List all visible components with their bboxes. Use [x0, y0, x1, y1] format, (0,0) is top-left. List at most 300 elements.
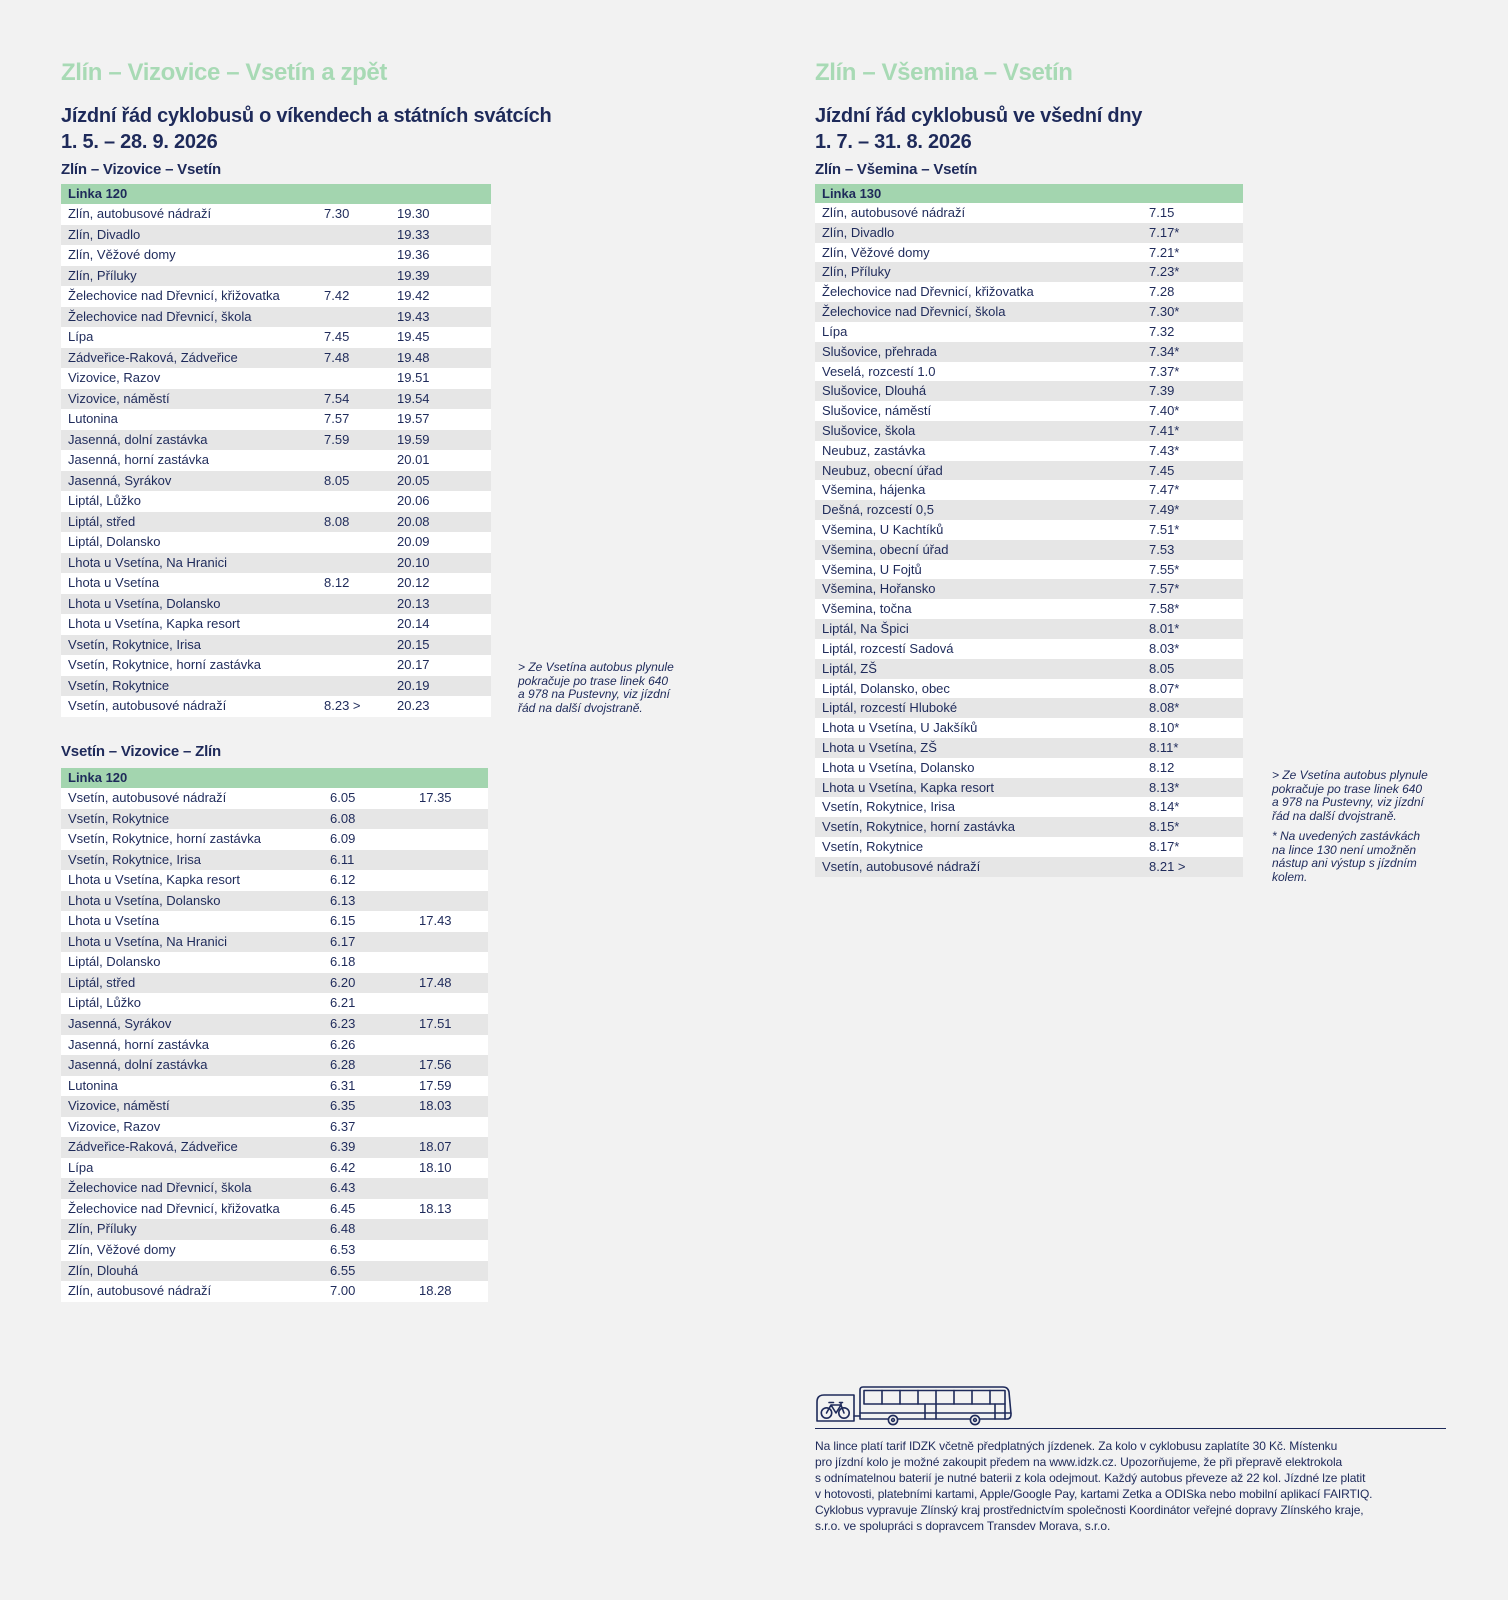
departure-time: 17.48: [419, 974, 452, 990]
table-row: [61, 809, 488, 830]
timetable-table: [61, 184, 491, 717]
table-row: [61, 696, 491, 717]
departure-time: 8.07*: [1149, 680, 1180, 696]
departure-time: 20.23: [397, 698, 430, 713]
stop-name: Zlín, autobusové nádraží: [68, 1283, 212, 1299]
text-line: řád na další dvojstraně.: [1272, 808, 1397, 823]
table-row: [815, 520, 1243, 540]
text-line: a 978 na Pustevny, viz jízdní: [518, 687, 670, 702]
stop-name: Zádveřice-Raková, Zádveřice: [68, 349, 238, 365]
departure-time: 6.13: [330, 892, 356, 908]
departure-time: 7.15: [1149, 205, 1175, 220]
table-row: [61, 245, 491, 266]
stop-name: Vizovice, náměstí: [68, 1098, 170, 1114]
departure-time: 20.09: [397, 534, 430, 549]
departure-time: 7.28: [1149, 284, 1175, 300]
departure-time: 8.10*: [1149, 720, 1180, 736]
table-row: [61, 512, 491, 533]
departure-time: 20.06: [397, 493, 430, 508]
departure-time: 6.26: [330, 1036, 356, 1052]
departure-time: 18.03: [419, 1098, 452, 1114]
stop-name: Liptál, Lůžko: [68, 995, 141, 1011]
departure-time: 7.45: [1149, 462, 1175, 478]
departure-time: 6.53: [330, 1242, 356, 1258]
table-row: [61, 993, 488, 1014]
stop-name: Zlín, Věžové domy: [822, 244, 930, 260]
departure-time: 7.55*: [1149, 561, 1180, 577]
stop-name: Všemina, hájenka: [822, 482, 926, 498]
departure-time: 19.30: [397, 206, 430, 221]
departure-time: 8.12: [324, 575, 350, 590]
text-line: > Ze Vsetína autobus plynule: [1272, 768, 1428, 782]
table-row: [815, 659, 1243, 679]
table-row: [815, 698, 1243, 718]
stop-name: Vsetín, Rokytnice, horní zastávka: [68, 831, 261, 847]
departure-time: 18.07: [419, 1139, 452, 1155]
departure-time: 6.09: [330, 831, 356, 847]
text-line: na lince 130 není umožněn: [1272, 842, 1417, 857]
wheel-icon: [888, 1415, 979, 1424]
departure-time: 8.17*: [1149, 839, 1180, 854]
departure-time: 20.13: [397, 595, 430, 611]
departure-time: 6.39: [330, 1139, 356, 1155]
stop-name: Liptál, Na Špici: [822, 621, 909, 637]
stop-name: Lhota u Vsetína, ZŠ: [822, 739, 937, 755]
departure-time: 6.37: [330, 1118, 356, 1134]
departure-time: 17.43: [419, 913, 452, 929]
table-row: [61, 389, 491, 410]
stop-name: Lípa: [68, 329, 94, 344]
table-row: [61, 327, 491, 348]
table-row: [61, 1096, 488, 1117]
table-row: [815, 758, 1243, 778]
table-row: [61, 1219, 488, 1240]
departure-time: 19.43: [397, 308, 430, 324]
departure-time: 7.00: [330, 1283, 356, 1299]
table-row: [815, 480, 1243, 500]
departure-time: 7.45: [324, 329, 350, 344]
stop-name: Želechovice nad Dřevnicí, škola: [68, 308, 252, 324]
stop-name: Veselá, rozcestí 1.0: [822, 363, 936, 379]
table-row: [61, 1158, 488, 1179]
stop-name: Vsetín, Rokytnice, Irisa: [68, 851, 201, 867]
departure-time: 19.48: [397, 349, 430, 365]
timetable-table: [61, 768, 488, 1302]
departure-time: 20.17: [397, 657, 430, 672]
footer-divider: [815, 1428, 1446, 1429]
table-row: [61, 829, 488, 850]
stop-name: Lhota u Vsetína, Na Hranici: [68, 554, 227, 570]
table-row: [61, 286, 491, 307]
table-row: [61, 676, 491, 697]
departure-time: 18.10: [419, 1159, 452, 1175]
table-row: [61, 932, 488, 953]
stop-name: Lhota u Vsetína: [68, 913, 160, 929]
stop-name: Jasenná, Syrákov: [68, 1016, 172, 1032]
table-row: [61, 307, 491, 328]
table-row: [61, 788, 488, 809]
table-row: [61, 471, 491, 492]
departure-time: 6.23: [330, 1016, 356, 1032]
departure-time: 19.59: [397, 431, 430, 447]
departure-time: 18.13: [419, 1200, 452, 1216]
stop-name: Lhota u Vsetína, Kapka resort: [822, 779, 994, 795]
table-row: [815, 679, 1243, 699]
text-line: pokračuje po trase linek 640: [1272, 781, 1423, 796]
departure-time: 6.21: [330, 995, 356, 1011]
table-row: [61, 266, 491, 287]
departure-time: 18.28: [419, 1283, 452, 1299]
table-row: [61, 450, 491, 471]
bus-icon: [860, 1387, 1011, 1419]
stop-name: Vsetín, Rokytnice, Irisa: [822, 799, 955, 815]
departure-time: 8.11*: [1149, 739, 1179, 755]
stop-name: Lhota u Vsetína, U Jakšíků: [822, 720, 978, 736]
table-row: [61, 225, 491, 246]
text-line: s odnímatelnou baterií je nutné baterii z kola odejmout. Každý autobus převeze až 22 kol. Jízdné lze platit: [815, 1471, 1366, 1486]
departure-time: 8.05: [324, 472, 350, 488]
departure-time: 7.54: [324, 390, 350, 406]
table-row: [61, 594, 491, 615]
continuation-note: [1272, 769, 1428, 823]
table-row: [61, 1117, 488, 1138]
table-row: [815, 837, 1243, 857]
departure-time: 6.35: [330, 1098, 356, 1114]
table-row: [61, 1137, 488, 1158]
stop-name: Všemina, Hořansko: [822, 581, 936, 597]
text-line: Na lince platí tarif IDZK včetně předplatných jízdenek. Za kolo v cyklobusu zaplatíte 30 Kč. Místenku: [815, 1439, 1338, 1453]
departure-time: 7.43*: [1149, 442, 1180, 458]
departure-time: 19.54: [397, 390, 430, 406]
table-row: [61, 850, 488, 871]
stop-name: Lípa: [822, 323, 848, 339]
departure-time: 6.55: [330, 1262, 356, 1278]
table-row: [815, 203, 1243, 223]
departure-time: 7.48: [324, 349, 350, 365]
table-row: [61, 1178, 488, 1199]
route-heading: Vsetín – Vizovice – Zlín: [61, 743, 221, 760]
table-row: [815, 421, 1243, 441]
stop-name: Zlín, Příluky: [68, 267, 137, 283]
stop-name: Zlín, Dlouhá: [68, 1262, 139, 1278]
departure-time: 7.49*: [1149, 502, 1180, 518]
table-row: [815, 817, 1243, 837]
stop-name: Zlín, autobusové nádraží: [822, 205, 966, 220]
stop-name: Liptál, Dolansko: [68, 954, 161, 970]
departure-time: 8.01*: [1149, 621, 1180, 637]
table-row: [61, 1076, 488, 1097]
table-row: [61, 952, 488, 973]
departure-time: 7.23*: [1149, 264, 1180, 280]
departure-time: 20.10: [397, 554, 430, 570]
text-line: Cyklobus vypravuje Zlínský kraj prostřednictvím společnosti Koordinátor veřejné dopravy Zlínského kraje,: [815, 1503, 1364, 1518]
departure-time: 7.58*: [1149, 601, 1180, 617]
timetable-table: [815, 184, 1243, 877]
stop-name: Vsetín, Rokytnice: [68, 677, 170, 693]
stop-name: Želechovice nad Dřevnicí, křižovatka: [68, 288, 280, 303]
table-row: [61, 204, 491, 225]
stop-name: Liptál, rozcestí Sadová: [822, 640, 954, 656]
departure-time: 6.48: [330, 1221, 356, 1237]
stop-name: Slušovice, škola: [822, 422, 916, 438]
stop-name: Vsetín, Rokytnice, horní zastávka: [68, 657, 261, 672]
departure-time: 6.08: [330, 810, 356, 826]
table-row: [815, 362, 1243, 382]
departure-time: 8.13*: [1149, 779, 1180, 795]
departure-time: 6.11: [330, 851, 355, 867]
departure-time: 8.03*: [1149, 640, 1180, 656]
line-header: Linka 120: [61, 768, 488, 788]
stop-name: Želechovice nad Dřevnicí, škola: [822, 304, 1006, 320]
table-row: [815, 579, 1243, 599]
departure-time: 20.14: [397, 616, 430, 631]
table-row: [61, 1014, 488, 1035]
departure-time: 20.15: [397, 636, 430, 652]
text-line: nástup ani výstup s jízdním: [1272, 856, 1417, 871]
table-row: [815, 243, 1243, 263]
departure-time: 8.05: [1149, 660, 1175, 676]
stop-name: Zlín, Divadlo: [68, 226, 141, 242]
stop-name: Lhota u Vsetína, Kapka resort: [68, 616, 240, 631]
departure-time: 7.39: [1149, 383, 1175, 399]
stop-name: Lhota u Vsetína, Na Hranici: [68, 933, 227, 949]
departure-time: 7.47*: [1149, 482, 1180, 498]
table-row: [815, 639, 1243, 659]
table-row: [815, 540, 1243, 560]
departure-time: 7.57*: [1149, 581, 1180, 597]
table-row: [815, 857, 1243, 877]
stop-name: Vsetín, Rokytnice: [822, 839, 924, 854]
stop-name: Želechovice nad Dřevnicí, křižovatka: [68, 1200, 280, 1216]
asterisk-note: [1272, 830, 1420, 884]
departure-time: 8.14*: [1149, 799, 1180, 815]
table-row: [815, 441, 1243, 461]
text-line: * Na uvedených zastávkách: [1272, 829, 1421, 843]
table-row: [61, 573, 491, 594]
departure-time: 19.57: [397, 411, 430, 426]
stop-name: Vsetín, Rokytnice, Irisa: [68, 636, 201, 652]
table-row: [815, 778, 1243, 798]
table-row: [61, 1261, 488, 1282]
table-row: [61, 348, 491, 369]
departure-time: 17.59: [419, 1077, 452, 1093]
table-row: [815, 599, 1243, 619]
table-row: [61, 1240, 488, 1261]
text-line: pro jízdní kolo je možné zakoupit předem na www.idzk.cz. Upozorňujeme, že při přepravě elektrokola: [815, 1455, 1343, 1470]
table-row: [61, 368, 491, 389]
departure-time: 6.43: [330, 1180, 356, 1196]
departure-time: 20.12: [397, 575, 430, 590]
table-row: [61, 973, 488, 994]
departure-time: 8.12: [1149, 759, 1175, 775]
table-row: [61, 870, 488, 891]
stop-name: Lhota u Vsetína, Dolansko: [68, 595, 221, 611]
table-row: [815, 302, 1243, 322]
stop-name: Neubuz, obecní úřad: [822, 462, 943, 478]
stop-name: Vsetín, Rokytnice: [68, 810, 170, 826]
schedule-subtitle: Jízdní řád cyklobusů ve všední dny: [815, 105, 1143, 127]
departure-time: 6.15: [330, 913, 356, 929]
stop-name: Zlín, Příluky: [68, 1221, 137, 1237]
table-row: [815, 262, 1243, 282]
departure-time: 7.59: [324, 431, 350, 447]
departure-time: 17.56: [419, 1057, 452, 1073]
departure-time: 7.34*: [1149, 343, 1180, 359]
departure-time: 19.39: [397, 267, 430, 283]
stop-name: Zádveřice-Raková, Zádveřice: [68, 1139, 238, 1155]
table-row: [815, 461, 1243, 481]
departure-time: 20.05: [397, 472, 430, 488]
departure-time: 20.08: [397, 513, 430, 529]
stop-name: Všemina, točna: [822, 601, 912, 617]
departure-time: 6.12: [330, 872, 356, 888]
table-row: [815, 381, 1243, 401]
stop-name: Liptál, střed: [68, 513, 136, 529]
departure-time: 19.42: [397, 288, 430, 303]
stop-name: Lhota u Vsetína, Dolansko: [822, 759, 975, 775]
stop-name: Jasenná, dolní zastávka: [68, 1057, 208, 1073]
departure-time: 7.57: [324, 411, 350, 426]
stop-name: Lutonina: [68, 411, 118, 426]
validity-period: 1. 7. – 31. 8. 2026: [815, 131, 972, 153]
stop-name: Jasenná, horní zastávka: [68, 1036, 209, 1052]
departure-time: 6.20: [330, 974, 356, 990]
departure-time: 8.08: [324, 513, 350, 529]
stop-name: Liptál, Dolansko, obec: [822, 680, 950, 696]
departure-time: 7.30: [324, 206, 350, 221]
table-row: [61, 655, 491, 676]
table-row: [61, 891, 488, 912]
departure-time: 7.42: [324, 288, 350, 303]
table-row: [61, 635, 491, 656]
route-heading: Zlín – Vizovice – Vsetín: [61, 161, 221, 178]
departure-time: 7.53: [1149, 541, 1175, 557]
departure-time: 7.30*: [1149, 304, 1180, 320]
stop-name: Lhota u Vsetína: [68, 575, 160, 590]
departure-time: 6.18: [330, 954, 356, 970]
stop-name: Lutonina: [68, 1077, 118, 1093]
table-body: [815, 203, 1243, 877]
stop-name: Liptál, Dolansko: [68, 534, 161, 549]
text-line: > Ze Vsetína autobus plynule: [518, 660, 674, 674]
stop-name: Vizovice, náměstí: [68, 390, 170, 406]
table-row: [815, 282, 1243, 302]
table-row: [815, 322, 1243, 342]
text-line: pokračuje po trase linek 640: [518, 673, 669, 688]
text-line: v hotovosti, platebními kartami, Apple/Google Pay, kartami Zetka a ODISka nebo mobilní aplikací FAIRTIQ.: [815, 1487, 1373, 1502]
departure-time: 6.31: [330, 1077, 356, 1093]
departure-time: 8.21 >: [1149, 858, 1186, 874]
stop-name: Jasenná, dolní zastávka: [68, 431, 208, 447]
stop-name: Vizovice, Razov: [68, 370, 161, 385]
departure-time: 6.17: [330, 933, 356, 949]
stop-name: Zlín, Věžové domy: [68, 247, 176, 262]
table-row: [61, 1281, 488, 1302]
stop-name: Všemina, obecní úřad: [822, 541, 949, 557]
stop-name: Želechovice nad Dřevnicí, škola: [68, 1180, 252, 1196]
stop-name: Dešná, rozcestí 0,5: [822, 502, 934, 518]
stop-name: Vsetín, autobusové nádraží: [68, 790, 227, 805]
stop-name: Zlín, Věžové domy: [68, 1242, 176, 1258]
line-header: Linka 130: [815, 184, 1243, 203]
departure-time: 7.51*: [1149, 522, 1180, 537]
stop-name: Želechovice nad Dřevnicí, křižovatka: [822, 284, 1034, 300]
fare-info: [815, 1438, 1372, 1535]
stop-name: Liptál, ZŠ: [822, 660, 877, 676]
stop-name: Vsetín, autobusové nádraží: [822, 858, 981, 874]
table-row: [815, 342, 1243, 362]
table-row: [61, 409, 491, 430]
stop-name: Všemina, U Kachtíků: [822, 522, 944, 537]
departure-time: 19.51: [397, 370, 430, 385]
bike-rack-icon: [817, 1395, 860, 1421]
stop-name: Lhota u Vsetína, Kapka resort: [68, 872, 240, 888]
table-body: [61, 788, 488, 1302]
stop-name: Liptál, střed: [68, 974, 136, 990]
stop-name: Vsetín, Rokytnice, horní zastávka: [822, 819, 1015, 835]
continuation-note: [518, 661, 674, 715]
departure-time: 6.05: [330, 790, 356, 805]
stop-name: Jasenná, Syrákov: [68, 472, 172, 488]
table-row: [815, 738, 1243, 758]
table-row: [815, 718, 1243, 738]
line-header: Linka 120: [61, 184, 491, 204]
departure-time: 8.15*: [1149, 819, 1180, 835]
departure-time: 19.36: [397, 247, 430, 262]
departure-time: 8.23 >: [324, 698, 361, 713]
table-row: [61, 1199, 488, 1220]
departure-time: 6.28: [330, 1057, 356, 1073]
stop-name: Slušovice, Dlouhá: [822, 383, 927, 399]
departure-time: 19.33: [397, 226, 430, 242]
departure-time: 7.41*: [1149, 422, 1180, 438]
stop-name: Neubuz, zastávka: [822, 442, 926, 458]
departure-time: 7.37*: [1149, 363, 1180, 379]
table-row: [61, 1055, 488, 1076]
stop-name: Zlín, autobusové nádraží: [68, 206, 212, 221]
table-row: [815, 500, 1243, 520]
table-row: [61, 614, 491, 635]
page-title: Zlín – Všemina – Vsetín: [815, 59, 1073, 86]
table-row: [815, 619, 1243, 639]
departure-time: 20.19: [397, 677, 430, 693]
stop-name: Slušovice, přehrada: [822, 343, 937, 359]
schedule-subtitle: Jízdní řád cyklobusů o víkendech a státních svátcích: [61, 105, 552, 127]
departure-time: 20.01: [397, 452, 430, 467]
table-row: [61, 532, 491, 553]
stop-name: Liptál, Lůžko: [68, 493, 141, 508]
stop-name: Liptál, rozcestí Hluboké: [822, 700, 958, 716]
validity-period: 1. 5. – 28. 9. 2026: [61, 131, 218, 153]
table-row: [815, 401, 1243, 421]
departure-time: 6.42: [330, 1159, 356, 1175]
departure-time: 6.45: [330, 1200, 356, 1216]
table-row: [815, 560, 1243, 580]
stop-name: Zlín, Divadlo: [822, 224, 895, 240]
route-heading: Zlín – Všemina – Vsetín: [815, 161, 978, 178]
stop-name: Všemina, U Fojtů: [822, 561, 922, 577]
table-body: [61, 204, 491, 717]
departure-time: 8.08*: [1149, 700, 1180, 716]
table-row: [61, 1035, 488, 1056]
departure-time: 7.40*: [1149, 403, 1180, 419]
departure-time: 7.32: [1149, 323, 1175, 339]
departure-time: 17.51: [419, 1016, 452, 1032]
text-line: s.r.o. ve spolupráci s dopravcem Transdev Morava, s.r.o.: [815, 1519, 1111, 1534]
page-title: Zlín – Vizovice – Vsetín a zpět: [61, 59, 387, 86]
table-row: [61, 553, 491, 574]
table-row: [61, 911, 488, 932]
